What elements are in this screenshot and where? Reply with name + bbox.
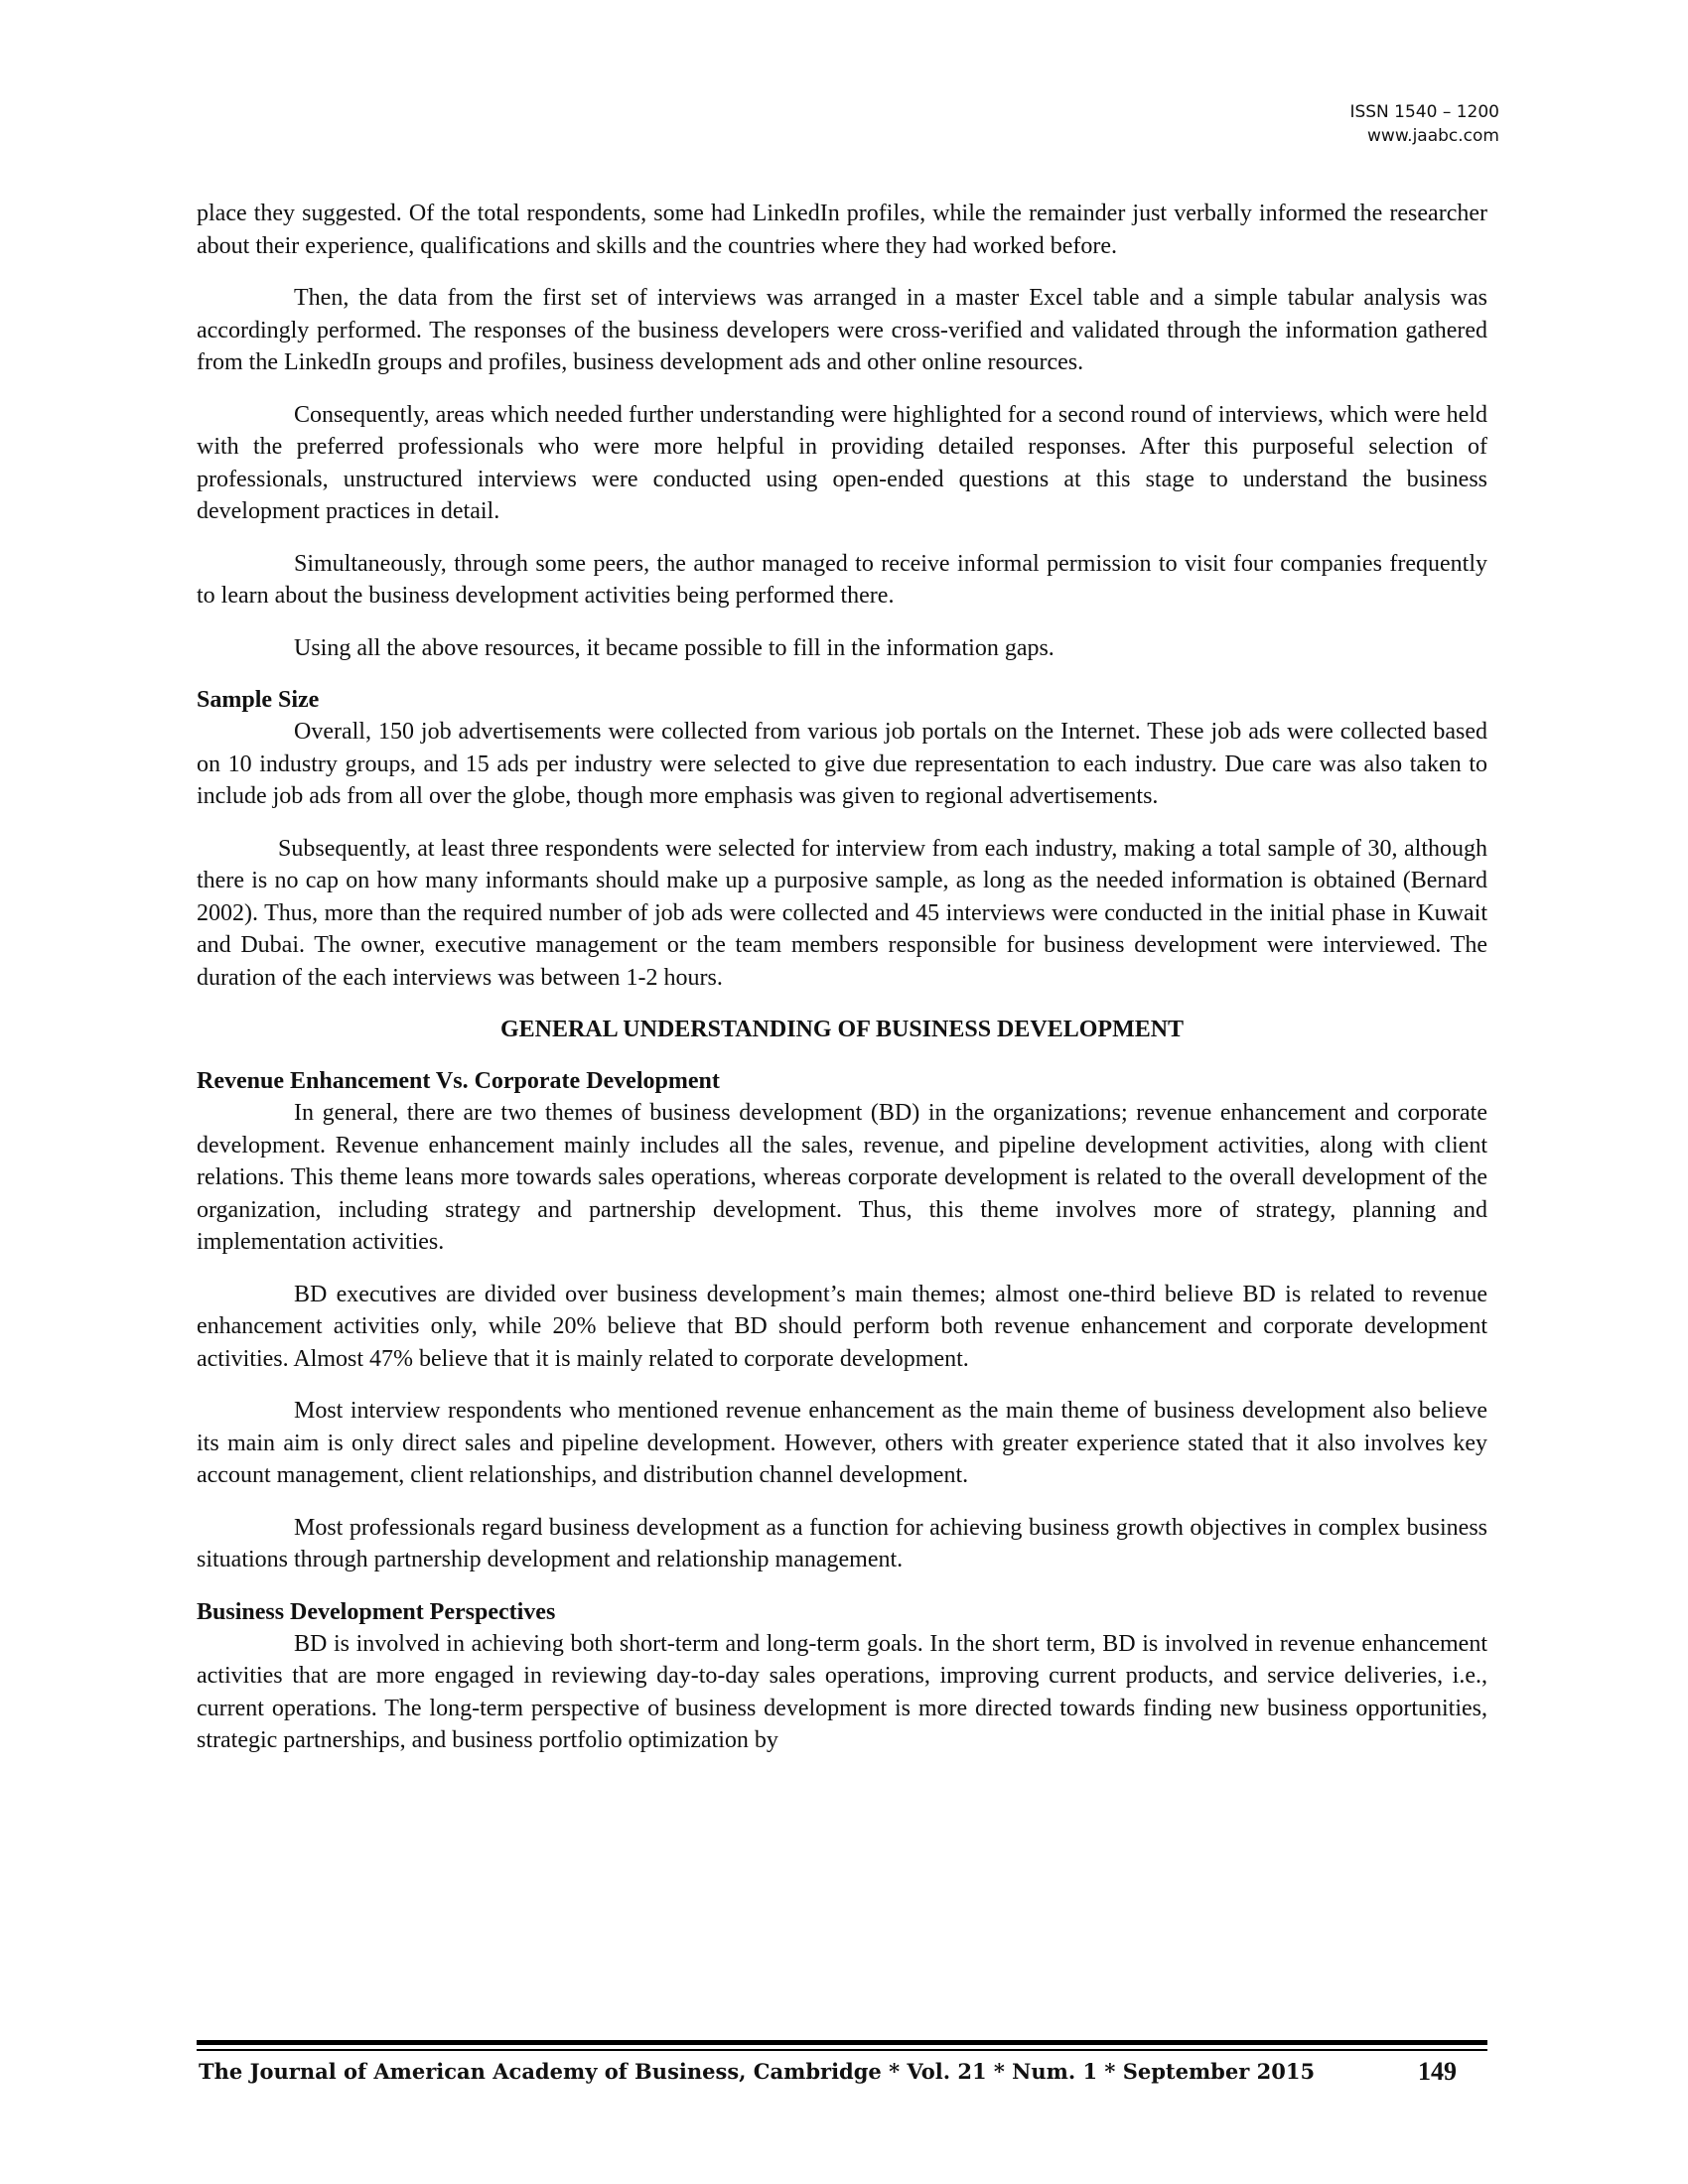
paragraph-10: Most interview respondents who mentioned revenue enhancement as the main theme of business development also believe its main aim is only direct sales and pipeline development. However, others with greater experience stated that it also involves key account management, client relationships, and distribution channel development. bbox=[197, 1398, 1487, 1488]
paragraph-6: Overall, 150 job advertisements were collected from various job portals on the Internet. These job ads were collected based on 10 industry groups, and 15 ads per industry were selected to give due representation to each industry. Due care was also taken to include job ads from all over the globe, though more emphasis was given to regional advertisements. bbox=[197, 719, 1487, 809]
paragraph-8: In general, there are two themes of business development (BD) in the organizations; revenue enhancement and corporate development. Revenue enhancement mainly includes all the sales, revenue, and pipeline development activities, along with client relations. This theme leans more towards sales operations, whereas corporate development is related to the overall development of the organization, including strategy and partnership development. Thus, this theme involves more of strategy, planning and implementation activities. bbox=[197, 1100, 1487, 1255]
footer-rule-thick bbox=[197, 2040, 1487, 2045]
issn-text: ISSN 1540 – 1200 bbox=[1349, 102, 1499, 122]
section-title: GENERAL UNDERSTANDING OF BUSINESS DEVELOPMENT bbox=[499, 1017, 1185, 1042]
paragraph-12: BD is involved in achieving both short-term and long-term goals. In the short term, BD is involved in revenue enhancement activities that are more engaged in reviewing day-to-day sales operations, improving current products, and service deliveries, i.e., current operations. The long-term perspective of business development is more directed towards finding new business opportunities, strategic partnerships, and business portfolio optimization by bbox=[197, 1630, 1487, 1753]
paragraph-1: place they suggested. Of the total respondents, some had LinkedIn profiles, while the remainder just verbally informed the researcher about their experience, qualifications and skills and the countries where they had worked before. bbox=[197, 201, 1487, 259]
paragraph-7: Subsequently, at least three respondents were selected for interview from each industry, making a total sample of 30, although there is no cap on how many informants should make up a purposive sample, as long as the needed information is obtained (Bernard 2002). Thus, more than the required number of job ads were collected and 45 interviews were conducted in the initial phase in Kuwait and Dubai. The owner, executive management or the team members responsible for business development were interviewed. The duration of the each interviews was between 1-2 hours. bbox=[197, 835, 1487, 991]
page-header bbox=[1349, 100, 1499, 148]
page-number: 149 bbox=[1418, 2057, 1457, 2086]
paragraph-3: Consequently, areas which needed further understanding were highlighted for a second round of interviews, which were held with the preferred professionals who were more helpful in providing detailed responses. After this purposeful selection of professionals, unstructured interviews were conducted using open-ended questions at this stage to understand the business development practices in detail. bbox=[197, 401, 1487, 524]
journal-citation: The Journal of American Academy of Business, Cambridge * Vol. 21 * Num. 1 * September 2015 bbox=[199, 2059, 1316, 2084]
sample-size-heading: Sample Size bbox=[197, 687, 320, 713]
website-text: www.jaabc.com bbox=[1367, 126, 1499, 146]
paragraph-2: Then, the data from the first set of interviews was arranged in a master Excel table and a simple tabular analysis was accordingly performed. The responses of the business developers were cross-verified and validated through the information gathered from the LinkedIn groups and profiles, business development ads and other online resources. bbox=[197, 285, 1487, 375]
footer-rule-thin bbox=[197, 2049, 1487, 2051]
revenue-heading: Revenue Enhancement Vs. Corporate Development bbox=[197, 1068, 720, 1094]
perspectives-heading: Business Development Perspectives bbox=[197, 1598, 556, 1625]
paragraph-5: Using all the above resources, it became possible to fill in the information gaps. bbox=[294, 634, 1055, 661]
article-body bbox=[197, 198, 1487, 1757]
paragraph-9: BD executives are divided over business development’s main themes; almost one-third believe BD is related to revenue enhancement activities only, while 20% believe that BD should perform both revenue enhancement and corporate development activities. Almost 47% believe that it is mainly related to corporate development. bbox=[197, 1281, 1487, 1372]
paragraph-11: Most professionals regard business development as a function for achieving business growth objectives in complex business situations through partnership development and relationship management. bbox=[197, 1514, 1487, 1572]
paragraph-4: Simultaneously, through some peers, the author managed to receive informal permission to visit four companies frequently to learn about the business development activities being performed there. bbox=[197, 550, 1487, 609]
